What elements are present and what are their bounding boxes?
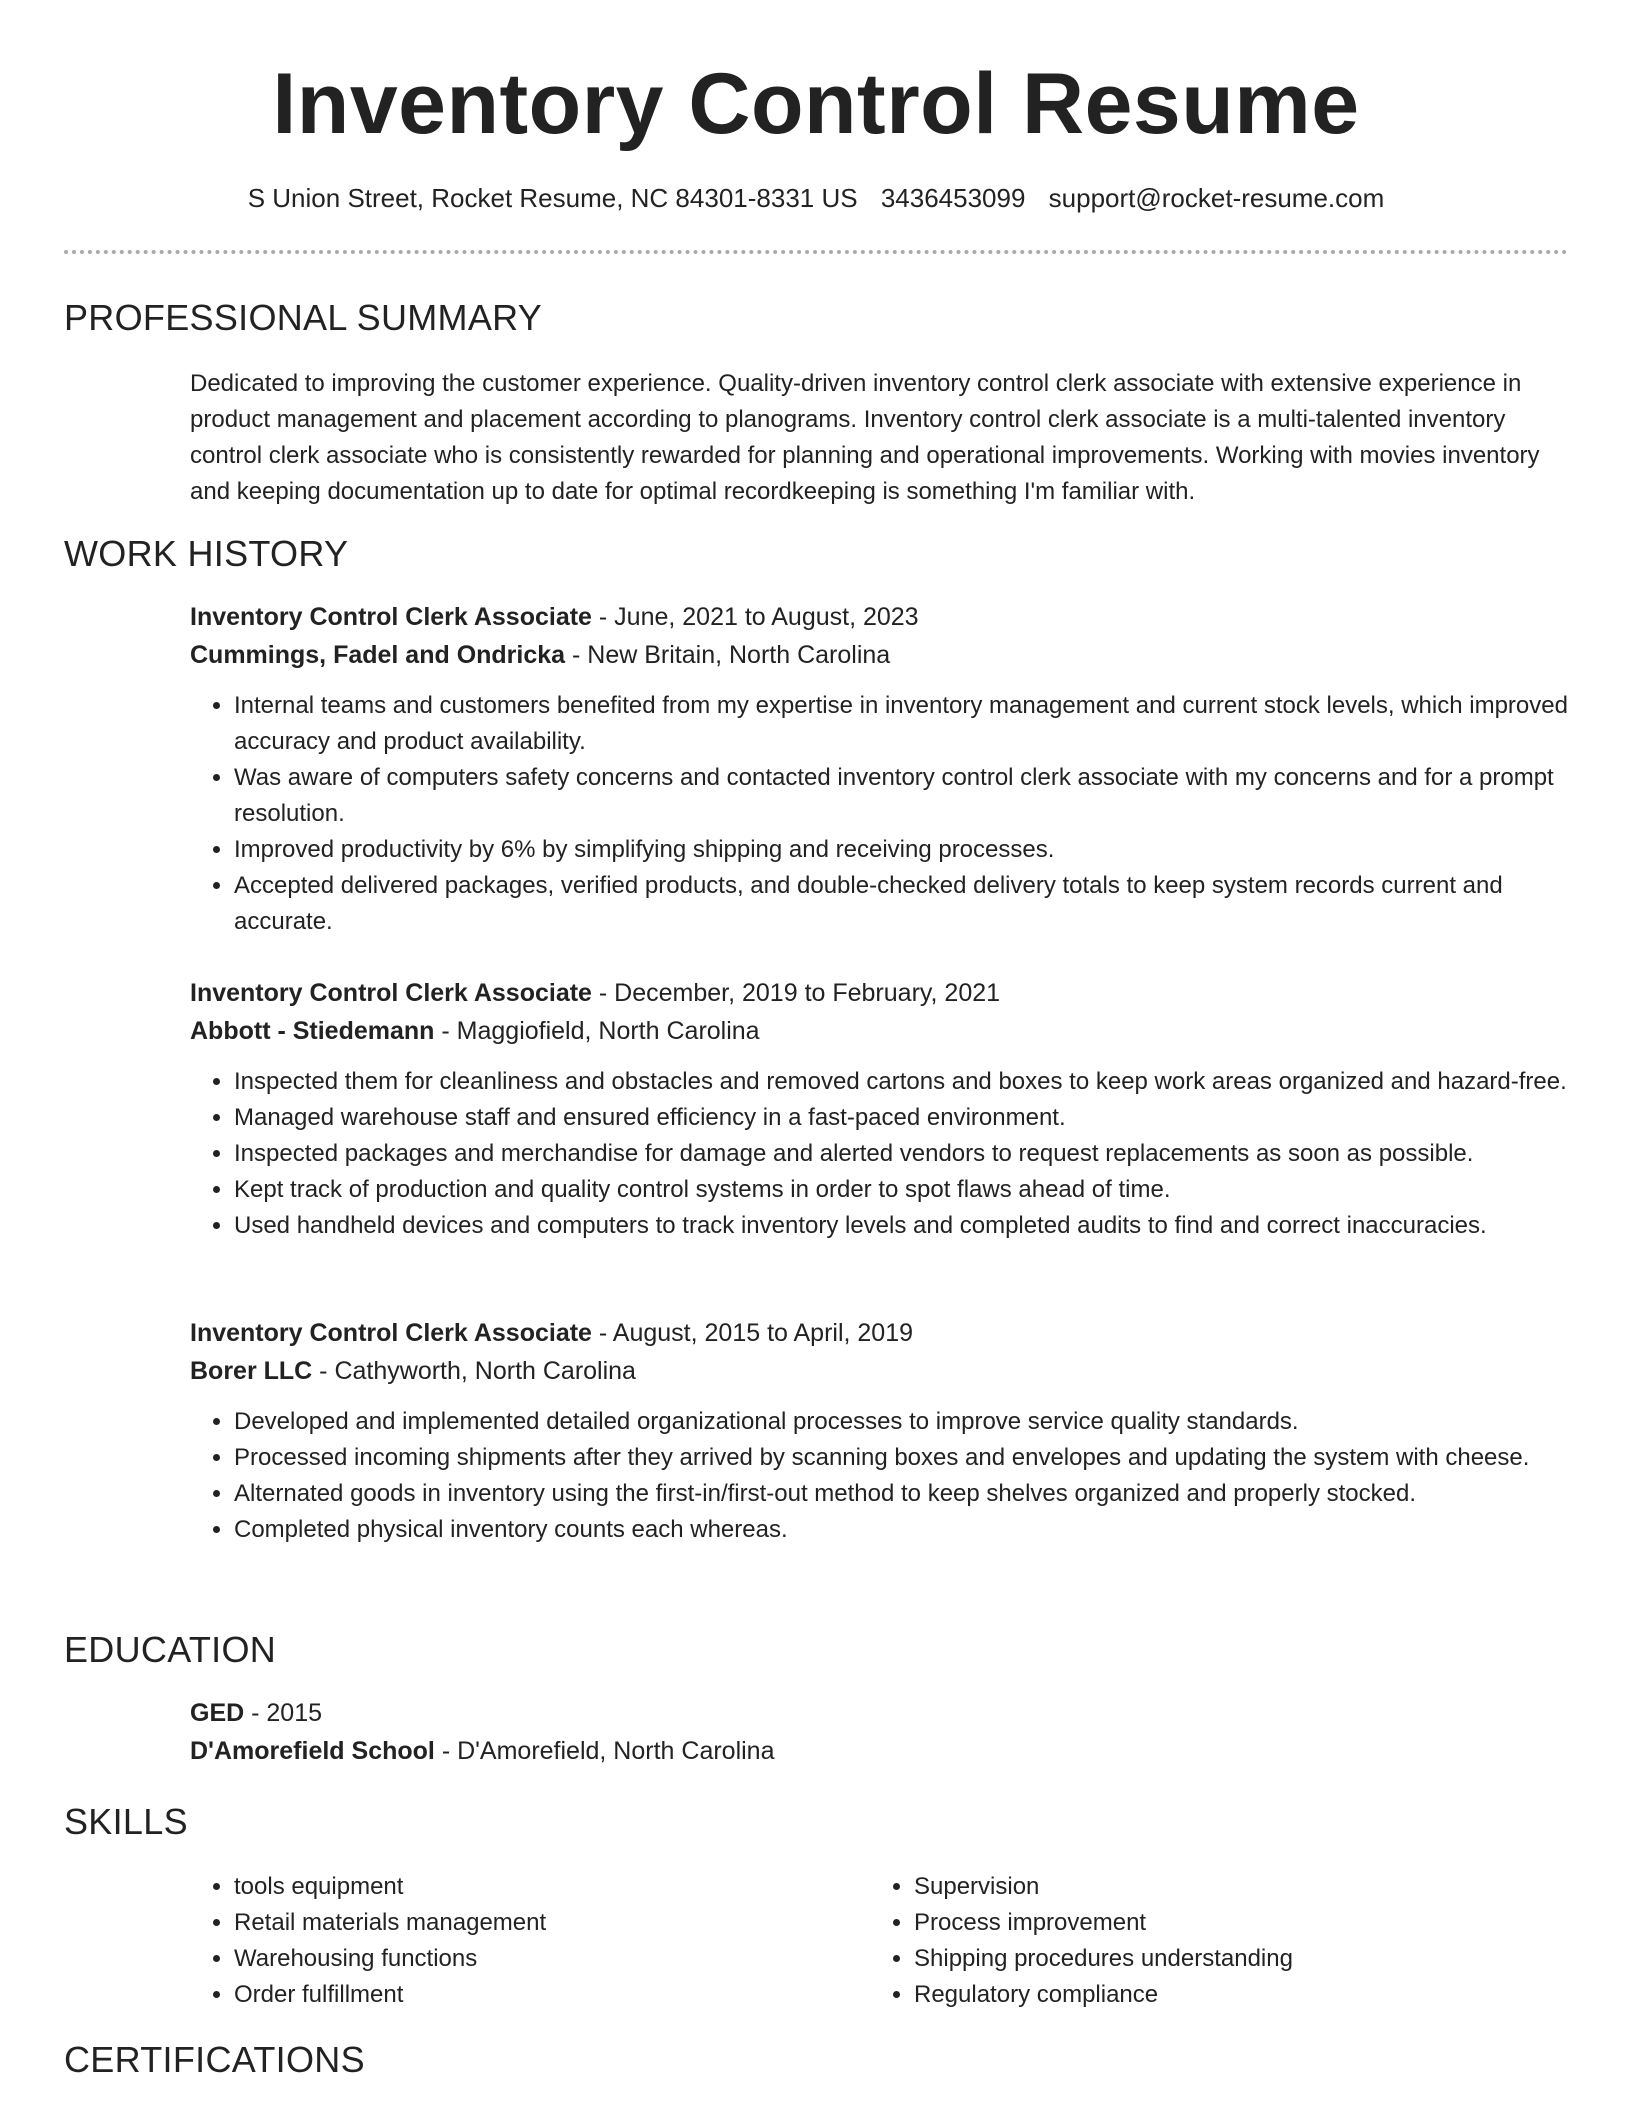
job-bullets: [190, 688, 1570, 940]
skill-item: • tools equipment: [234, 1869, 870, 1905]
skill-item: • Shipping procedures understanding: [914, 1941, 1550, 1977]
job-bullet: • Developed and implemented detailed organizational processes to improve service quality standards.: [234, 1404, 1570, 1440]
job-dates: - June, 2021 to August, 2023: [591, 603, 919, 631]
job-title: Inventory Control Clerk Associate: [190, 603, 592, 631]
job-bullet: • Internal teams and customers benefited from my expertise in inventory management and current stock levels, which improved accuracy and product availability.: [234, 688, 1570, 760]
education-year: - 2015: [244, 1699, 323, 1727]
job-entry: [190, 974, 1570, 1244]
skill-item: • Order fulfillment: [234, 1977, 870, 2013]
job-company: Cummings, Fadel and Ondricka: [190, 641, 566, 669]
job-bullet: • Inspected packages and merchandise for damage and alerted vendors to request replacements as soon as possible.: [234, 1136, 1570, 1172]
job-title-line: [190, 1314, 1570, 1352]
job-bullets: [190, 1404, 1570, 1548]
header-divider: [64, 250, 1568, 254]
job-dates: - December, 2019 to February, 2021: [591, 979, 1001, 1007]
contact-line: [0, 180, 1632, 216]
job-title-line: [190, 598, 1570, 636]
skills-column-right: [870, 1869, 1550, 2013]
contact-phone: 3436453099: [880, 183, 1026, 213]
education-degree: GED: [190, 1699, 245, 1727]
skill-item: • Warehousing functions: [234, 1941, 870, 1977]
skills-list: [190, 1869, 870, 2013]
work-history-heading: WORK HISTORY: [64, 533, 349, 574]
job-dates: - August, 2015 to April, 2019: [591, 1319, 914, 1347]
job-bullet: • Improved productivity by 6% by simplifying shipping and receiving processes.: [234, 832, 1570, 868]
job-bullets: [190, 1064, 1570, 1244]
job-bullet: • Was aware of computers safety concerns and contacted inventory control clerk associate with my concerns and for a prompt resolution.: [234, 760, 1570, 832]
job-entry: [190, 598, 1570, 940]
summary-heading: PROFESSIONAL SUMMARY: [64, 297, 543, 338]
skill-item: • Process improvement: [914, 1905, 1550, 1941]
job-title-line: [190, 974, 1570, 1012]
job-bullet: • Inspected them for cleanliness and obstacles and removed cartons and boxes to keep work areas organized and hazard-free.: [234, 1064, 1570, 1100]
skill-item: • Regulatory compliance: [914, 1977, 1550, 2013]
job-location: - Maggiofield, North Carolina: [434, 1017, 760, 1045]
education-location: - D'Amorefield, North Carolina: [434, 1737, 775, 1765]
job-bullet: • Alternated goods in inventory using the first-in/first-out method to keep shelves organized and properly stocked.: [234, 1476, 1570, 1512]
job-bullet: • Used handheld devices and computers to track inventory levels and completed audits to find and correct inaccuracies.: [234, 1208, 1570, 1244]
job-bullet: • Processed incoming shipments after they arrived by scanning boxes and envelopes and updating the system with cheese.: [234, 1440, 1570, 1476]
summary-text: Dedicated to improving the customer experience. Quality-driven inventory control clerk associate with extensive experience in product management and placement according to planograms. Inventory control clerk associate is a multi-talented inventory control clerk associate who is consistently rewarded for planning and operational improvements. Working with movies inventory and keeping documentation up to date for optimal recordkeeping is something I'm familiar with.: [190, 370, 1540, 505]
job-entry: [190, 1314, 1570, 1548]
job-bullet: • Kept track of production and quality control systems in order to spot flaws ahead of time.: [234, 1172, 1570, 1208]
job-company: Borer LLC: [190, 1357, 313, 1385]
job-company: Abbott - Stiedemann: [190, 1017, 435, 1045]
job-company-line: [190, 636, 1570, 674]
contact-email: support@rocket-resume.com: [1048, 183, 1385, 213]
job-company-line: [190, 1012, 1570, 1050]
skill-item: • Supervision: [914, 1869, 1550, 1905]
skill-item: • Retail materials management: [234, 1905, 870, 1941]
job-company-line: [190, 1352, 1570, 1390]
skills-list: [870, 1869, 1550, 2013]
resume-title: Inventory Control Resume: [272, 56, 1360, 152]
job-bullet: • Accepted delivered packages, verified products, and double-checked delivery totals to keep system records current and accurate.: [234, 868, 1570, 940]
education-school-line: [190, 1732, 1570, 1770]
skills-column-left: [190, 1869, 870, 2013]
job-title: Inventory Control Clerk Associate: [190, 1319, 592, 1347]
job-bullet: • Completed physical inventory counts each whereas.: [234, 1512, 1570, 1548]
education-degree-line: [190, 1694, 1570, 1732]
contact-address: S Union Street, Rocket Resume, NC 84301-8331 US: [247, 183, 858, 213]
job-bullet: • Managed warehouse staff and ensured efficiency in a fast-paced environment.: [234, 1100, 1570, 1136]
education-school: D'Amorefield School: [190, 1737, 435, 1765]
job-location: - Cathyworth, North Carolina: [312, 1357, 636, 1385]
education-entry: [190, 1694, 1570, 1770]
job-location: - New Britain, North Carolina: [565, 641, 891, 669]
education-heading: EDUCATION: [64, 1629, 277, 1670]
job-title: Inventory Control Clerk Associate: [190, 979, 592, 1007]
certifications-heading: CERTIFICATIONS: [64, 2039, 365, 2080]
skills-heading: SKILLS: [64, 1801, 188, 1842]
skills-grid: [190, 1869, 1570, 2013]
